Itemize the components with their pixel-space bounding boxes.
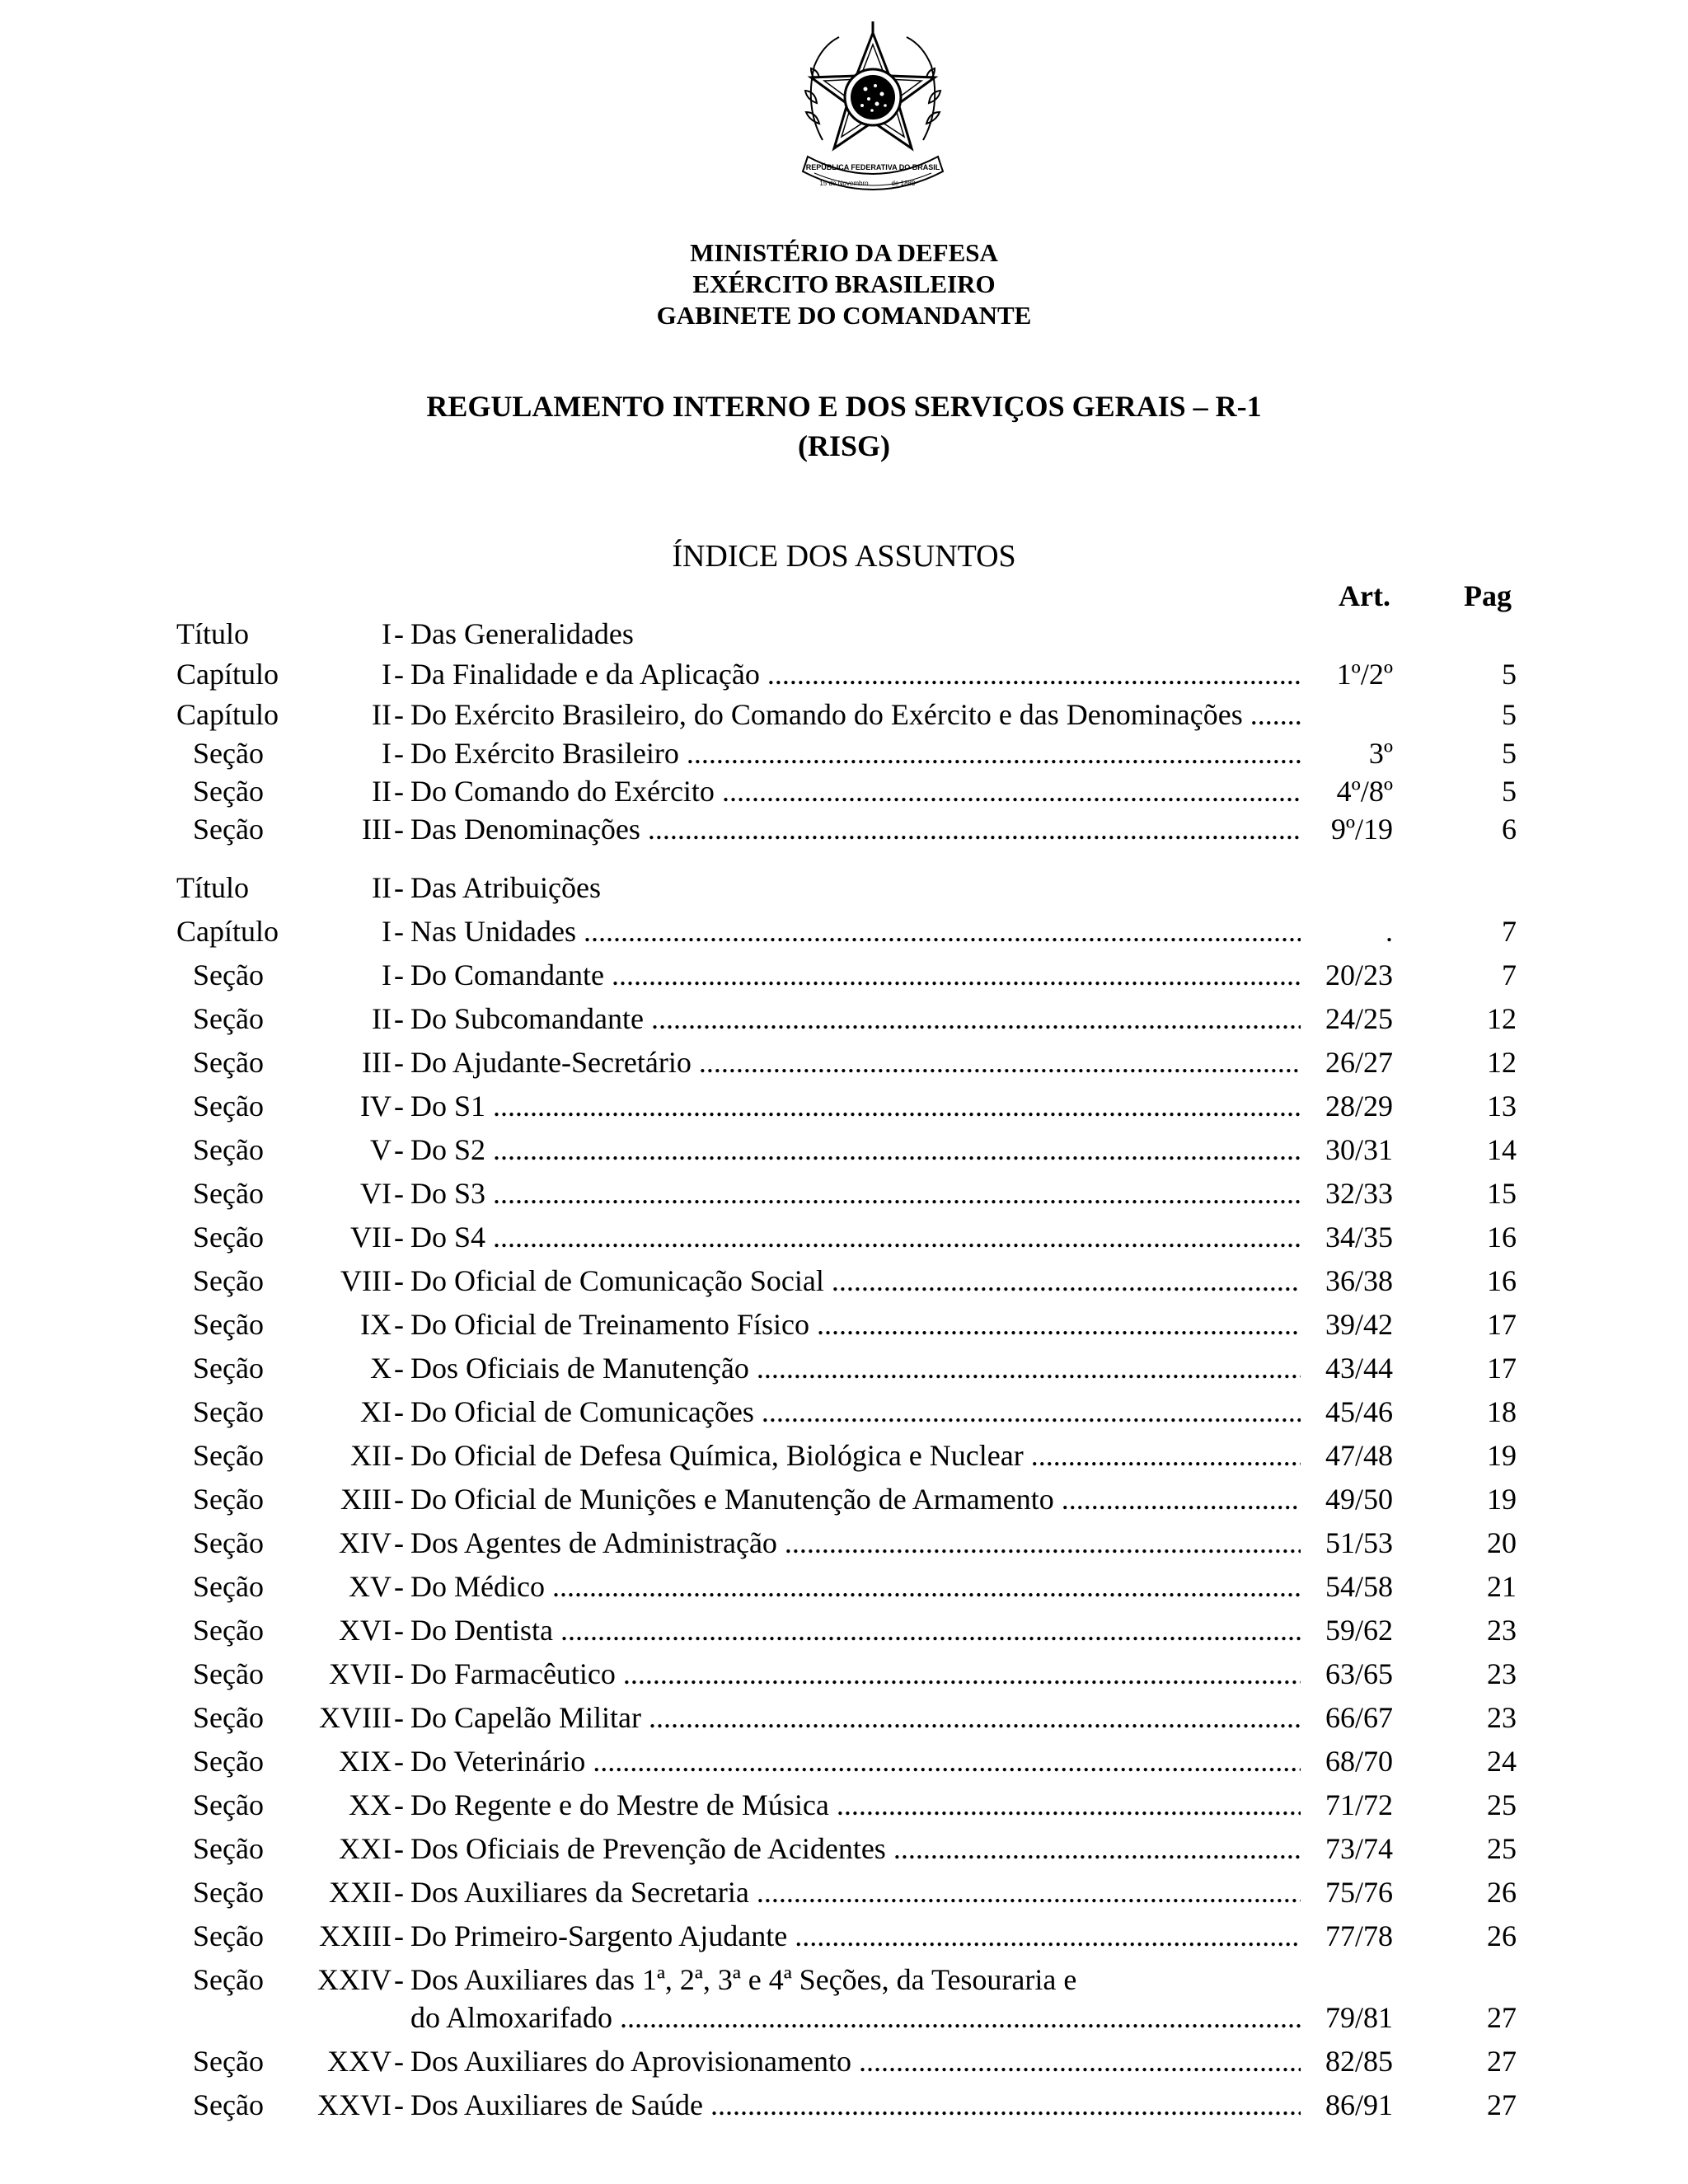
index-row bbox=[0, 956, 1688, 994]
index-row-dash: - bbox=[394, 1963, 404, 1996]
index-row-description: Do Regente e do Mestre de Música ..... bbox=[410, 1786, 1301, 1824]
index-row-page: 5 bbox=[1502, 775, 1517, 808]
index-row bbox=[0, 734, 1688, 772]
header-ministry: MINISTÉRIO DA DEFESA bbox=[690, 238, 998, 267]
index-row-description: Do Comando do Exército ..... bbox=[410, 772, 1301, 810]
index-row-dash: - bbox=[394, 1483, 404, 1516]
index-row-page: 13 bbox=[1487, 1090, 1517, 1122]
index-row-number: XX bbox=[349, 1788, 392, 1821]
index-row-article: 79/81 bbox=[1325, 2001, 1393, 2034]
index-row bbox=[0, 655, 1688, 693]
index-row-description: Do Capelão Militar ..... bbox=[410, 1699, 1301, 1736]
index-row-dash: - bbox=[394, 813, 404, 846]
index-row-kind: Seção bbox=[193, 1352, 264, 1385]
index-row bbox=[0, 615, 1688, 653]
index-row-kind: Seção bbox=[193, 1002, 264, 1035]
index-row-dash: - bbox=[394, 1439, 404, 1472]
index-row-page: 25 bbox=[1487, 1788, 1517, 1821]
index-row-article: 24/25 bbox=[1325, 1002, 1393, 1035]
index-row-article: 47/48 bbox=[1325, 1439, 1393, 1472]
index-row-dash: - bbox=[394, 737, 404, 770]
index-row-description: Do S4 ..... bbox=[410, 1218, 1301, 1256]
index-row-kind: Seção bbox=[193, 1264, 264, 1297]
index-row-dash: - bbox=[394, 1570, 404, 1603]
index-row-kind: Seção bbox=[193, 1876, 264, 1909]
index-row-description: Dos Agentes de Administração ..... bbox=[410, 1524, 1301, 1562]
index-row-description: Das Generalidades bbox=[410, 617, 634, 650]
index-row-article: 63/65 bbox=[1325, 1657, 1393, 1690]
index-row-dash: - bbox=[394, 1745, 404, 1778]
index-row-description: Do Oficial de Comunicação Social ..... bbox=[410, 1262, 1301, 1300]
index-row-description: Dos Auxiliares da Secretaria ..... bbox=[410, 1873, 1301, 1911]
index-row-number: XXII bbox=[329, 1876, 392, 1909]
index-row-article: 20/23 bbox=[1325, 958, 1393, 991]
index-row-kind: Capítulo bbox=[176, 658, 279, 691]
index-row-number: II bbox=[372, 698, 392, 731]
index-row-page: 17 bbox=[1487, 1308, 1517, 1341]
index-row-page: 7 bbox=[1502, 958, 1517, 991]
index-row-description: Do Veterinário ..... bbox=[410, 1742, 1301, 1780]
index-row-description: Do Comandante ..... bbox=[410, 956, 1301, 994]
index-row-page: 12 bbox=[1487, 1002, 1517, 1035]
index-row bbox=[0, 772, 1688, 810]
index-row-description: Do Oficial de Munições e Manutenção de Armamento ..... bbox=[410, 1480, 1301, 1518]
index-row bbox=[0, 1917, 1688, 1955]
index-row-dash: - bbox=[394, 658, 404, 691]
index-row bbox=[0, 1000, 1688, 1038]
index-row-number: XV bbox=[349, 1570, 392, 1603]
index-row-number: V bbox=[370, 1133, 392, 1166]
index-row-number: XXVI bbox=[317, 2088, 392, 2121]
index-row-kind: Seção bbox=[193, 958, 264, 991]
index-row bbox=[0, 1218, 1688, 1256]
index-row-kind: Seção bbox=[193, 1133, 264, 1166]
index-row-number: XVII bbox=[329, 1657, 392, 1690]
index-row bbox=[0, 2086, 1688, 2124]
index-row bbox=[0, 1043, 1688, 1081]
index-row bbox=[0, 1349, 1688, 1387]
index-row-article: 49/50 bbox=[1325, 1483, 1393, 1516]
index-row-number: III bbox=[362, 813, 392, 846]
index-row-dash: - bbox=[394, 698, 404, 731]
index-row-dash: - bbox=[394, 915, 404, 948]
index-row-kind: Seção bbox=[193, 1657, 264, 1690]
index-row-page: 18 bbox=[1487, 1395, 1517, 1428]
index-row-kind: Seção bbox=[193, 737, 264, 770]
index-row-dash: - bbox=[394, 1264, 404, 1297]
index-row-description: Do Médico ..... bbox=[410, 1568, 1301, 1605]
index-row bbox=[0, 1786, 1688, 1824]
index-row-number: X bbox=[370, 1352, 392, 1385]
index-row bbox=[0, 1699, 1688, 1736]
index-row-description: Do Ajudante-Secretário ..... bbox=[410, 1043, 1301, 1081]
index-row bbox=[0, 869, 1688, 907]
index-row-article: 82/85 bbox=[1325, 2045, 1393, 2078]
index-row-page: 19 bbox=[1487, 1439, 1517, 1472]
index-row-description: Dos Auxiliares do Aprovisionamento ..... bbox=[410, 2042, 1301, 2080]
index-row-article: 59/62 bbox=[1325, 1614, 1393, 1647]
index-row-number: XVIII bbox=[319, 1701, 392, 1734]
index-row-page: 23 bbox=[1487, 1701, 1517, 1734]
index-row bbox=[0, 1436, 1688, 1474]
index-row-description: Do Farmacêutico ..... bbox=[410, 1655, 1301, 1693]
index-row-dash: - bbox=[394, 1221, 404, 1254]
index-row-kind: Seção bbox=[193, 1483, 264, 1516]
index-row bbox=[0, 696, 1688, 733]
index-row-page: 20 bbox=[1487, 1526, 1517, 1559]
index-row-dash: - bbox=[394, 1090, 404, 1122]
index-row-kind: Título bbox=[176, 871, 249, 904]
index-row-description: Das Denominações ..... bbox=[410, 810, 1301, 848]
index-row-number: I bbox=[382, 737, 392, 770]
index-row-article: 4º/8º bbox=[1336, 775, 1393, 808]
index-row bbox=[0, 912, 1688, 950]
index-row bbox=[0, 1262, 1688, 1300]
index-row bbox=[0, 1655, 1688, 1693]
index-row-description: Do Oficial de Treinamento Físico ..... bbox=[410, 1305, 1301, 1343]
index-row-dash: - bbox=[394, 871, 404, 904]
index-row-article: 39/42 bbox=[1325, 1308, 1393, 1341]
index-row-page: 5 bbox=[1502, 737, 1517, 770]
index-row-kind: Seção bbox=[193, 1308, 264, 1341]
index-row-dash: - bbox=[394, 1395, 404, 1428]
index-row-number: XII bbox=[350, 1439, 392, 1472]
index-row-page: 14 bbox=[1487, 1133, 1517, 1166]
index-row bbox=[0, 1174, 1688, 1212]
index-row-article: 34/35 bbox=[1325, 1221, 1393, 1254]
index-row bbox=[0, 1568, 1688, 1605]
index-row-article: 32/33 bbox=[1325, 1177, 1393, 1210]
index-row-kind: Seção bbox=[193, 1046, 264, 1079]
index-row-kind: Seção bbox=[193, 1832, 264, 1865]
index-row-article: 75/76 bbox=[1325, 1876, 1393, 1909]
index-row-dash: - bbox=[394, 1657, 404, 1690]
index-row-dash: - bbox=[394, 1002, 404, 1035]
index-row-kind: Capítulo bbox=[176, 698, 279, 731]
index-row-description: Nas Unidades ..... bbox=[410, 912, 1301, 950]
index-row-dash: - bbox=[394, 1308, 404, 1341]
index-row-dash: - bbox=[394, 1788, 404, 1821]
index-row-dash: - bbox=[394, 1701, 404, 1734]
index-row-article: 28/29 bbox=[1325, 1090, 1393, 1122]
index-row-description: Dos Auxiliares das 1ª, 2ª, 3ª e 4ª Seções, da Tesouraria e bbox=[410, 1963, 1077, 1996]
index-row-dash: - bbox=[394, 2088, 404, 2121]
index-row-number: I bbox=[382, 915, 392, 948]
index-row-number: IV bbox=[360, 1090, 392, 1122]
index-row-page: 26 bbox=[1487, 1876, 1517, 1909]
index-row bbox=[0, 2042, 1688, 2080]
index-row-article: 51/53 bbox=[1325, 1526, 1393, 1559]
index-row-kind: Seção bbox=[193, 1788, 264, 1821]
brazil-coat-of-arms-icon bbox=[790, 16, 956, 202]
index-row-dash: - bbox=[394, 617, 404, 650]
index-row-article: 3º bbox=[1368, 737, 1393, 770]
index-row-article: 66/67 bbox=[1325, 1701, 1393, 1734]
index-row-page: 15 bbox=[1487, 1177, 1517, 1210]
index-row bbox=[0, 1742, 1688, 1780]
index-row-page: 16 bbox=[1487, 1221, 1517, 1254]
index-row-number: IX bbox=[360, 1308, 392, 1341]
index-row-description: Do S3 ..... bbox=[410, 1174, 1301, 1212]
index-row-kind: Seção bbox=[193, 1090, 264, 1122]
header-cabinet: GABINETE DO COMANDANTE bbox=[656, 301, 1032, 330]
index-row-description: Das Atribuições bbox=[410, 871, 601, 904]
index-row bbox=[0, 1480, 1688, 1518]
index-row-article: 1º/2º bbox=[1336, 658, 1393, 691]
column-header-pag: Pag bbox=[1464, 579, 1512, 612]
index-row-kind: Seção bbox=[193, 775, 264, 808]
index-row-kind: Seção bbox=[193, 2088, 264, 2121]
index-row-article: 77/78 bbox=[1325, 1919, 1393, 1952]
index-row-kind: Seção bbox=[193, 1614, 264, 1647]
index-row-dash: - bbox=[394, 1876, 404, 1909]
index-row-article: 30/31 bbox=[1325, 1133, 1393, 1166]
index-row-kind: Seção bbox=[193, 2045, 264, 2078]
seal-ribbon-left-text: 15 de Novembro bbox=[819, 180, 869, 187]
index-row-description: Do Dentista ..... bbox=[410, 1611, 1301, 1649]
index-row-page: 27 bbox=[1487, 2088, 1517, 2121]
index-row-number: XIV bbox=[339, 1526, 392, 1559]
index-row bbox=[0, 1087, 1688, 1125]
index-row-description: Do Exército Brasileiro, do Comando do Exército e das Denominações ..... bbox=[410, 696, 1301, 733]
index-row-kind: Seção bbox=[193, 1177, 264, 1210]
index-row-number: VI bbox=[360, 1177, 392, 1210]
index-title: ÍNDICE DOS ASSUNTOS bbox=[672, 539, 1016, 574]
index-row bbox=[0, 1393, 1688, 1431]
index-row-kind: Seção bbox=[193, 1919, 264, 1952]
seal-ribbon-top-text: REPÚBLICA FEDERATIVA DO BRASIL bbox=[805, 163, 940, 171]
index-row-number: I bbox=[382, 617, 392, 650]
index-row-page: 16 bbox=[1487, 1264, 1517, 1297]
index-row-page: 12 bbox=[1487, 1046, 1517, 1079]
index-row bbox=[0, 1961, 1688, 1999]
index-row-article: 26/27 bbox=[1325, 1046, 1393, 1079]
document-subtitle: (RISG) bbox=[797, 429, 890, 462]
index-row-kind: Seção bbox=[193, 1395, 264, 1428]
index-row-description: Dos Oficiais de Manutenção ..... bbox=[410, 1349, 1301, 1387]
index-row-dash: - bbox=[394, 958, 404, 991]
index-row-dash: - bbox=[394, 1352, 404, 1385]
index-row-number: XXI bbox=[339, 1832, 392, 1865]
index-row-kind: Seção bbox=[193, 1745, 264, 1778]
index-row-page: 21 bbox=[1487, 1570, 1517, 1603]
index-row-article: 36/38 bbox=[1325, 1264, 1393, 1297]
index-row-page: 19 bbox=[1487, 1483, 1517, 1516]
index-row-description: Do S2 ..... bbox=[410, 1131, 1301, 1169]
index-row bbox=[0, 810, 1688, 848]
index-row-page: 25 bbox=[1487, 1832, 1517, 1865]
index-row bbox=[0, 1999, 1688, 2036]
index-row-article: 54/58 bbox=[1325, 1570, 1393, 1603]
index-row bbox=[0, 1830, 1688, 1868]
index-row-article: 43/44 bbox=[1325, 1352, 1393, 1385]
index-row-dash: - bbox=[394, 775, 404, 808]
index-row-page: 24 bbox=[1487, 1745, 1517, 1778]
index-row-description: Do Oficial de Comunicações ..... bbox=[410, 1393, 1301, 1431]
index-row-number: XXIV bbox=[317, 1963, 392, 1996]
index-row bbox=[0, 1524, 1688, 1562]
index-row-description: Do Exército Brasileiro ..... bbox=[410, 734, 1301, 772]
index-row-dash: - bbox=[394, 1919, 404, 1952]
index-row-number: II bbox=[372, 1002, 392, 1035]
index-row-number: XVI bbox=[339, 1614, 392, 1647]
index-row-page: 17 bbox=[1487, 1352, 1517, 1385]
index-row-kind: Capítulo bbox=[176, 915, 279, 948]
index-row-description: Dos Oficiais de Prevenção de Acidentes ..... bbox=[410, 1830, 1301, 1868]
index-row-dash: - bbox=[394, 1614, 404, 1647]
index-row-page: 5 bbox=[1502, 698, 1517, 731]
index-row-dash: - bbox=[394, 1526, 404, 1559]
index-row-kind: Seção bbox=[193, 1526, 264, 1559]
index-row-article: 86/91 bbox=[1325, 2088, 1393, 2121]
index-row-kind: Seção bbox=[193, 1963, 264, 1996]
index-row-number: XIII bbox=[340, 1483, 392, 1516]
index-row-kind: Seção bbox=[193, 813, 264, 846]
index-row-page: 5 bbox=[1502, 658, 1517, 691]
index-row-number: III bbox=[362, 1046, 392, 1079]
index-row-description: Da Finalidade e da Aplicação ..... bbox=[410, 655, 1301, 693]
index-row bbox=[0, 1305, 1688, 1343]
index-row bbox=[0, 1131, 1688, 1169]
index-row-article: 71/72 bbox=[1325, 1788, 1393, 1821]
index-row bbox=[0, 1873, 1688, 1911]
column-header-art: Art. bbox=[1339, 579, 1390, 612]
header-army: EXÉRCITO BRASILEIRO bbox=[692, 269, 996, 298]
index-row-number: I bbox=[382, 958, 392, 991]
index-row-dash: - bbox=[394, 1133, 404, 1166]
index-row bbox=[0, 1611, 1688, 1649]
index-row-dash: - bbox=[394, 1832, 404, 1865]
index-row-page: 7 bbox=[1502, 915, 1517, 948]
index-row-article: 68/70 bbox=[1325, 1745, 1393, 1778]
index-row-page: 26 bbox=[1487, 1919, 1517, 1952]
index-row-number: XXIII bbox=[319, 1919, 392, 1952]
document-title: REGULAMENTO INTERNO E DOS SERVIÇOS GERAIS – R-1 bbox=[426, 390, 1262, 423]
index-row-description: Do Primeiro-Sargento Ajudante ..... bbox=[410, 1917, 1301, 1955]
index-row-kind: Seção bbox=[193, 1221, 264, 1254]
index-row-kind: Seção bbox=[193, 1701, 264, 1734]
index-row-description: Do Oficial de Defesa Química, Biológica e Nuclear ..... bbox=[410, 1436, 1301, 1474]
index-row-description: Do S1 ..... bbox=[410, 1087, 1301, 1125]
index-row-page: 6 bbox=[1502, 813, 1517, 846]
index-row-article: 45/46 bbox=[1325, 1395, 1393, 1428]
index-row-number: XI bbox=[360, 1395, 392, 1428]
index-row-page: 23 bbox=[1487, 1614, 1517, 1647]
index-row-dash: - bbox=[394, 1177, 404, 1210]
index-row-description: Do Subcomandante ..... bbox=[410, 1000, 1301, 1038]
index-row-article: 73/74 bbox=[1325, 1832, 1393, 1865]
seal-ribbon-right-text: de 1889 bbox=[891, 180, 916, 187]
index-row-number: II bbox=[372, 871, 392, 904]
index-row-page: 27 bbox=[1487, 2001, 1517, 2034]
index-row-number: XXV bbox=[327, 2045, 392, 2078]
index-row-kind: Seção bbox=[193, 1570, 264, 1603]
index-row-number: I bbox=[382, 658, 392, 691]
index-row-number: XIX bbox=[339, 1745, 392, 1778]
index-row-description: Dos Auxiliares de Saúde ..... bbox=[410, 2086, 1301, 2124]
index-row-article: 9º/19 bbox=[1330, 813, 1393, 846]
index-row-dash: - bbox=[394, 1046, 404, 1079]
index-row-kind: Título bbox=[176, 617, 249, 650]
index-row-number: VII bbox=[350, 1221, 392, 1254]
index-row-page: 23 bbox=[1487, 1657, 1517, 1690]
index-row-kind: Seção bbox=[193, 1439, 264, 1472]
index-row-article: . bbox=[1386, 915, 1393, 948]
index-row-page: 27 bbox=[1487, 2045, 1517, 2078]
index-row-number: II bbox=[372, 775, 392, 808]
index-row-description: do Almoxarifado ..... bbox=[410, 1999, 1301, 2036]
index-row-number: VIII bbox=[340, 1264, 392, 1297]
index-row-dash: - bbox=[394, 2045, 404, 2078]
